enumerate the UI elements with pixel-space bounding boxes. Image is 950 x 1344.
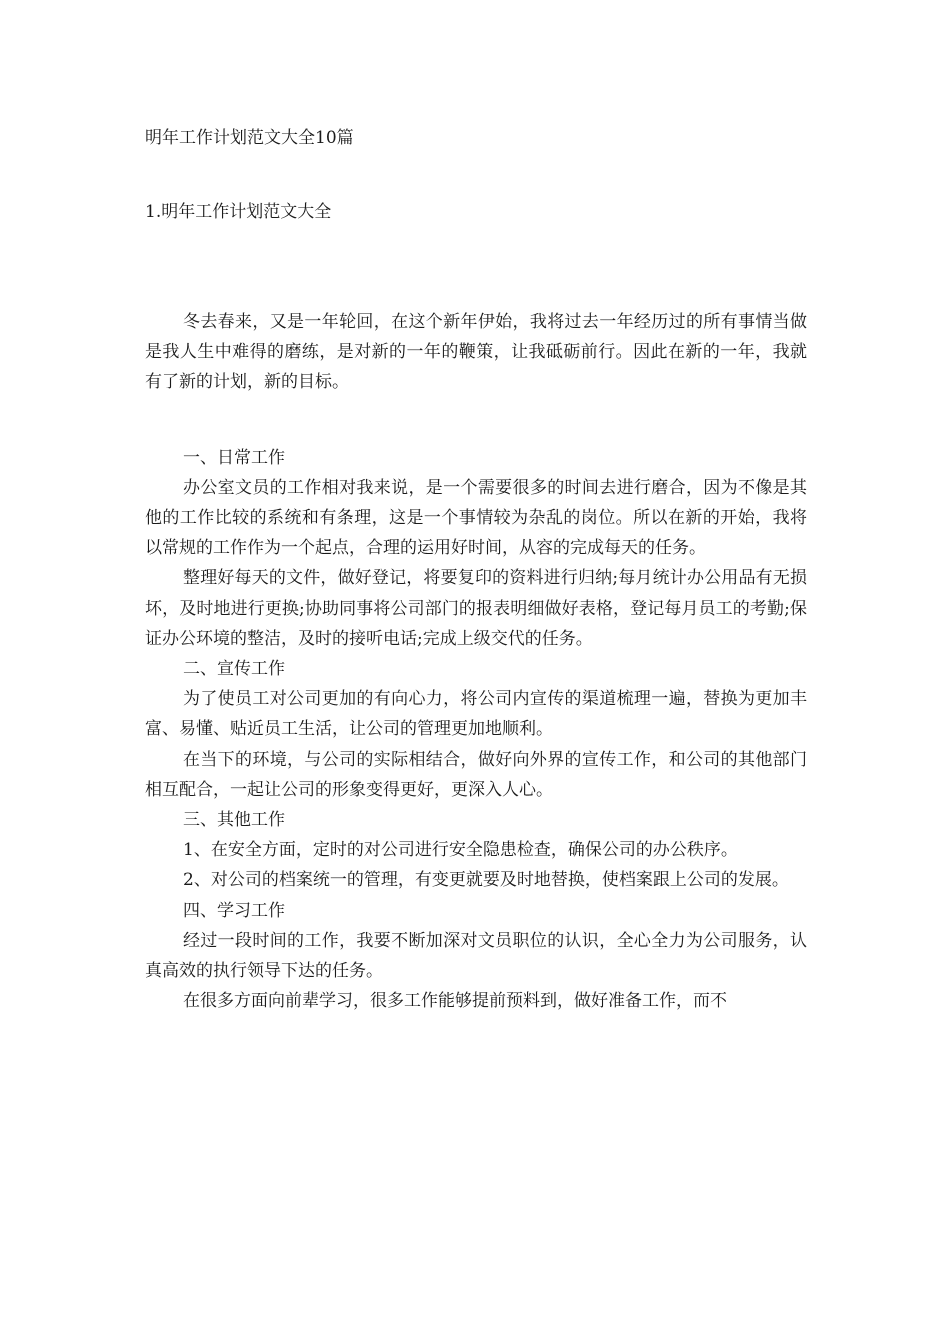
intro-paragraph: 冬去春来，又是一年轮回，在这个新年伊始，我将过去一年经历过的所有事情当做是我人生中难得的磨练，是对新的一年的鞭策，让我砥砺前行。因此在新的一年，我就有了新的计划，新的目标。 xyxy=(145,312,807,393)
paragraph: 办公室文员的工作相对我来说，是一个需要很多的时间去进行磨合，因为不像是其他的工作比较的系统和有条理，这是一个事情较为杂乱的岗位。所以在新的开始，我将以常规的工作作为一个起点，合理的运用好时间，从容的完成每天的任务。 xyxy=(145,477,807,559)
paragraph: 整理好每天的文件，做好登记，将要复印的资料进行归纳;每月统计办公用品有无损坏，及时地进行更换;协助同事将公司部门的报表明细做好表格，登记每月员工的考勤;保证办公环境的整洁，及时的接听电话;完成上级交代的任务。 xyxy=(145,568,807,649)
list-item: 1、在安全方面，定时的对公司进行安全隐患检查，确保公司的办公秩序。 xyxy=(183,840,738,861)
paragraph: 为了使员工对公司更加的有向心力，将公司内宣传的渠道梳理一遍，替换为更加丰富、易懂、贴近员工生活，让公司的管理更加地顺利。 xyxy=(145,689,807,740)
paragraph: 在当下的环境，与公司的实际相结合，做好向外界的宣传工作，和公司的其他部门相互配合，一起让公司的形象变得更好，更深入人心。 xyxy=(145,749,807,800)
document-body xyxy=(145,307,807,1016)
document-title: 明年工作计划范文大全10篇 xyxy=(145,128,354,148)
section-heading-daily-work: 一、日常工作 xyxy=(183,447,285,468)
section-heading-other-work: 三、其他工作 xyxy=(183,810,285,831)
list-item: 2、对公司的档案统一的管理，有变更就要及时地替换，使档案跟上公司的发展。 xyxy=(183,870,789,891)
section-heading-publicity-work: 二、宣传工作 xyxy=(183,659,285,680)
paragraph: 经过一段时间的工作，我要不断加深对文员职位的认识，全心全力为公司服务，认真高效的执行领导下达的任务。 xyxy=(145,930,807,982)
section-heading: 1.明年工作计划范文大全 xyxy=(145,202,332,222)
paragraph: 在很多方面向前辈学习，很多工作能够提前预料到，做好准备工作，而不 xyxy=(183,991,727,1012)
section-heading-study-work: 四、学习工作 xyxy=(183,900,285,921)
